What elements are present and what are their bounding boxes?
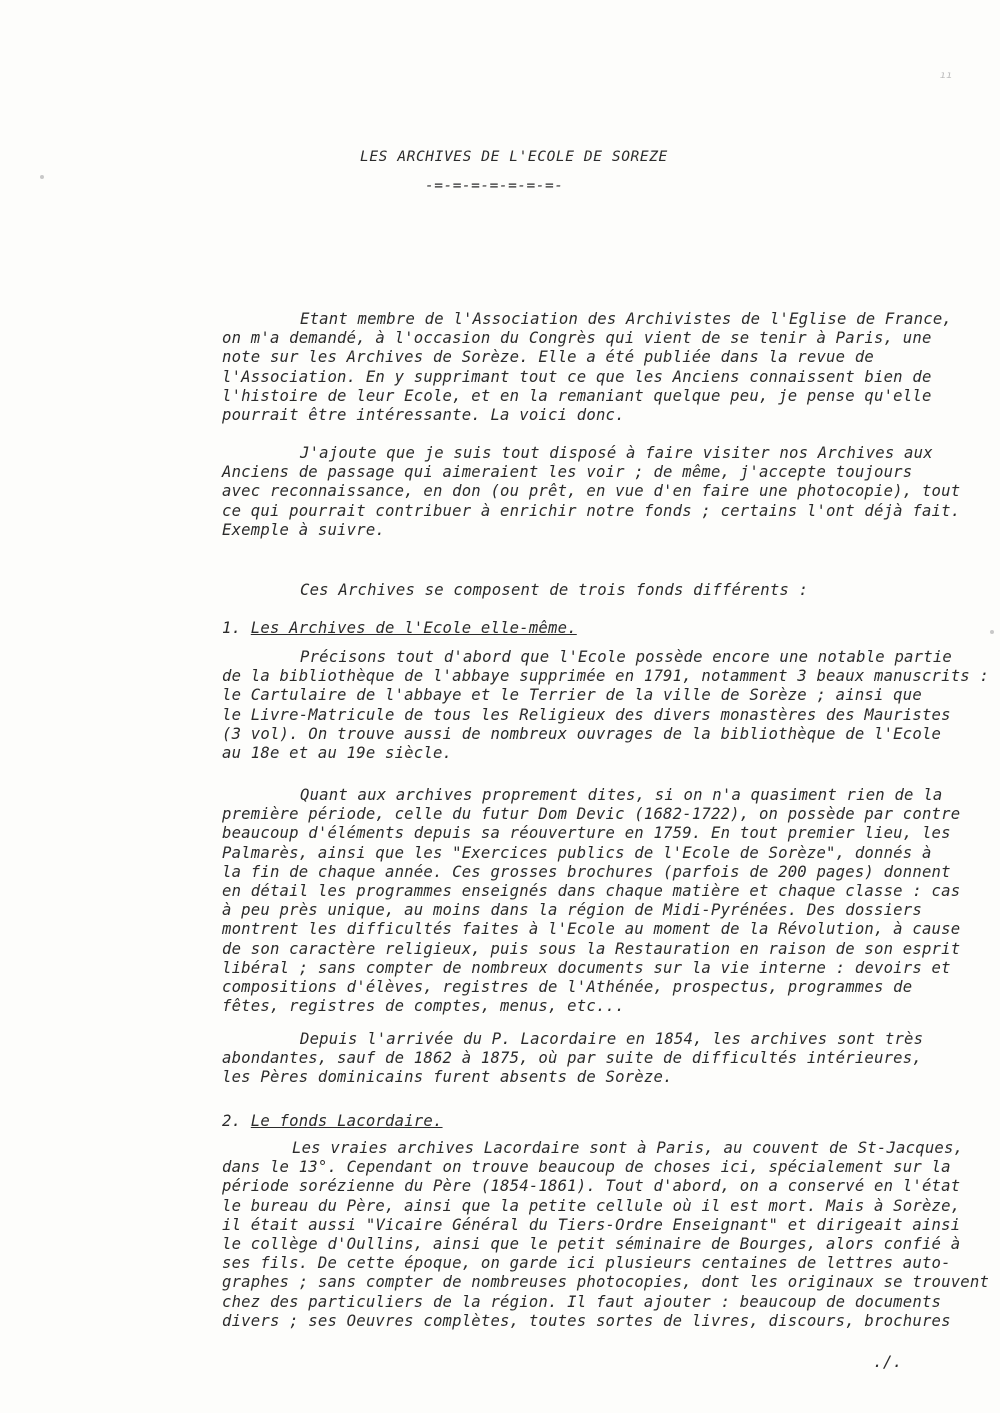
text-line: libéral ; sans compter de nombreux documents sur la vie interne : devoirs et bbox=[222, 958, 951, 977]
text-line: Palmarès, ainsi que les "Exercices publics de l'Ecole de Sorèze", donnés à bbox=[222, 843, 932, 862]
text-line: les Pères dominicains furent absents de Sorèze. bbox=[222, 1068, 673, 1087]
text-line: avec reconnaissance, en don (ou prêt, en vue d'en faire une photocopie), tout bbox=[222, 482, 961, 501]
text-line: (3 vol). On trouve aussi de nombreux ouvrages de la bibliothèque de l'Ecole bbox=[222, 724, 942, 743]
composition-line bbox=[222, 581, 982, 600]
text-line: J'ajoute que je suis tout disposé à faire visiter nos Archives aux bbox=[300, 444, 933, 462]
text-line: au 18e et au 19e siècle. bbox=[222, 743, 453, 762]
page-continuation-marker: ./. bbox=[873, 1352, 903, 1371]
second-paragraph bbox=[222, 444, 982, 540]
section-1-paragraph-1 bbox=[222, 648, 990, 763]
text-line: compositions d'élèves, registres de l'Athénée, prospectus, programmes de bbox=[222, 977, 913, 996]
section-1-heading bbox=[222, 619, 577, 637]
text-line: Etant membre de l'Association des Archivistes de l'Eglise de France, bbox=[300, 310, 952, 328]
text-line: première période, celle du futur Dom Devic (1682-1722), on possède par contre bbox=[222, 805, 961, 824]
text-line: période sorézienne du Père (1854-1861). Tout d'abord, on a conservé en l'état bbox=[222, 1177, 961, 1196]
text-line: dans le 13°. Cependant on trouve beaucoup de choses ici, spécialement sur la bbox=[222, 1158, 951, 1177]
section-number: 1. bbox=[222, 619, 242, 637]
text-line: on m'a demandé, à l'occasion du Congrès qui vient de se tenir à Paris, une bbox=[222, 329, 932, 348]
text-line: Précisons tout d'abord que l'Ecole possède encore une notable partie bbox=[300, 648, 952, 666]
paper-speck bbox=[40, 175, 44, 179]
text-line: fêtes, registres de comptes, menus, etc... bbox=[222, 997, 625, 1016]
text-line: Quant aux archives proprement dites, si on n'a quasiment rien de la bbox=[300, 786, 943, 804]
text-line: Les vraies archives Lacordaire sont à Paris, au couvent de St-Jacques, bbox=[292, 1139, 964, 1157]
intro-paragraph bbox=[222, 310, 982, 425]
text-line: Anciens de passage qui aimeraient les voir ; de même, j'accepte toujours bbox=[222, 463, 913, 482]
text-line: Ces Archives se composent de trois fonds différents : bbox=[300, 581, 809, 599]
text-line: l'Association. En y supprimant tout ce que les Anciens connaissent bien de bbox=[222, 367, 932, 386]
text-line: à peu près unique, au moins dans la région de Midi-Pyrénées. Des dossiers bbox=[222, 901, 922, 920]
text-line: la fin de chaque année. Ces grosses brochures (parfois de 200 pages) donnent bbox=[222, 862, 951, 881]
section-title: Les Archives de l'Ecole elle-même. bbox=[250, 619, 577, 637]
section-2-paragraph-1 bbox=[222, 1139, 990, 1331]
text-line: Depuis l'arrivée du P. Lacordaire en 1854, les archives sont très bbox=[300, 1030, 924, 1048]
text-line: en détail les programmes enseignés dans chaque matière et chaque classe : cas bbox=[222, 881, 961, 900]
text-line: abondantes, sauf de 1862 à 1875, où par suite de difficultés intérieures, bbox=[222, 1049, 922, 1068]
text-line: note sur les Archives de Sorèze. Elle a été publiée dans la revue de bbox=[222, 348, 874, 367]
text-line: il était aussi "Vicaire Général du Tiers-Ordre Enseignant" et dirigeait ainsi bbox=[222, 1215, 961, 1234]
text-line: de la bibliothèque de l'abbaye supprimée en 1791, notamment 3 beaux manuscrits : bbox=[222, 667, 990, 686]
section-1-paragraph-3 bbox=[222, 1030, 982, 1088]
text-line: divers ; ses Oeuvres complètes, toutes sortes de livres, discours, brochures bbox=[222, 1311, 951, 1330]
corner-mark: ıı bbox=[940, 70, 953, 81]
section-title: Le fonds Lacordaire. bbox=[250, 1112, 443, 1130]
title-underline: -=-=-=-=-=-=-=- bbox=[425, 178, 564, 194]
text-line: beaucoup d'éléments depuis sa réouverture en 1759. En tout premier lieu, les bbox=[222, 824, 951, 843]
text-line: graphes ; sans compter de nombreuses photocopies, dont les originaux se trouvent bbox=[222, 1273, 990, 1292]
text-line: le collège d'Oullins, ainsi que le petit séminaire de Bourges, alors confié à bbox=[222, 1234, 961, 1253]
text-line: le bureau du Père, ainsi que la petite cellule où il est mort. Mais à Sorèze, bbox=[222, 1196, 961, 1215]
text-line: ce qui pourrait contribuer à enrichir notre fonds ; certains l'ont déjà fait. bbox=[222, 501, 961, 520]
section-2-heading bbox=[222, 1112, 443, 1130]
text-line: l'histoire de leur Ecole, et en la remaniant quelque peu, je pense qu'elle bbox=[222, 386, 932, 405]
paper-speck bbox=[990, 630, 994, 634]
section-1-paragraph-2 bbox=[222, 786, 982, 1016]
text-line: le Livre-Matricule de tous les Religieux des divers monastères des Mauristes bbox=[222, 705, 951, 724]
text-line: de son caractère religieux, puis sous la Restauration en raison de son esprit bbox=[222, 939, 961, 958]
text-line: pourrait être intéressante. La voici donc. bbox=[222, 405, 625, 424]
text-line: chez des particuliers de la région. Il faut ajouter : beaucoup de documents bbox=[222, 1292, 942, 1311]
text-line: ses fils. De cette époque, on garde ici plusieurs centaines de lettres auto- bbox=[222, 1254, 951, 1273]
text-line: montrent les difficultés faites à l'Ecole au moment de la Révolution, à cause bbox=[222, 920, 961, 939]
text-line: Exemple à suivre. bbox=[222, 520, 385, 539]
document-title: LES ARCHIVES DE L'ECOLE DE SOREZE bbox=[360, 149, 668, 165]
section-number: 2. bbox=[222, 1112, 242, 1130]
text-line: le Cartulaire de l'abbaye et le Terrier de la ville de Sorèze ; ainsi que bbox=[222, 686, 922, 705]
